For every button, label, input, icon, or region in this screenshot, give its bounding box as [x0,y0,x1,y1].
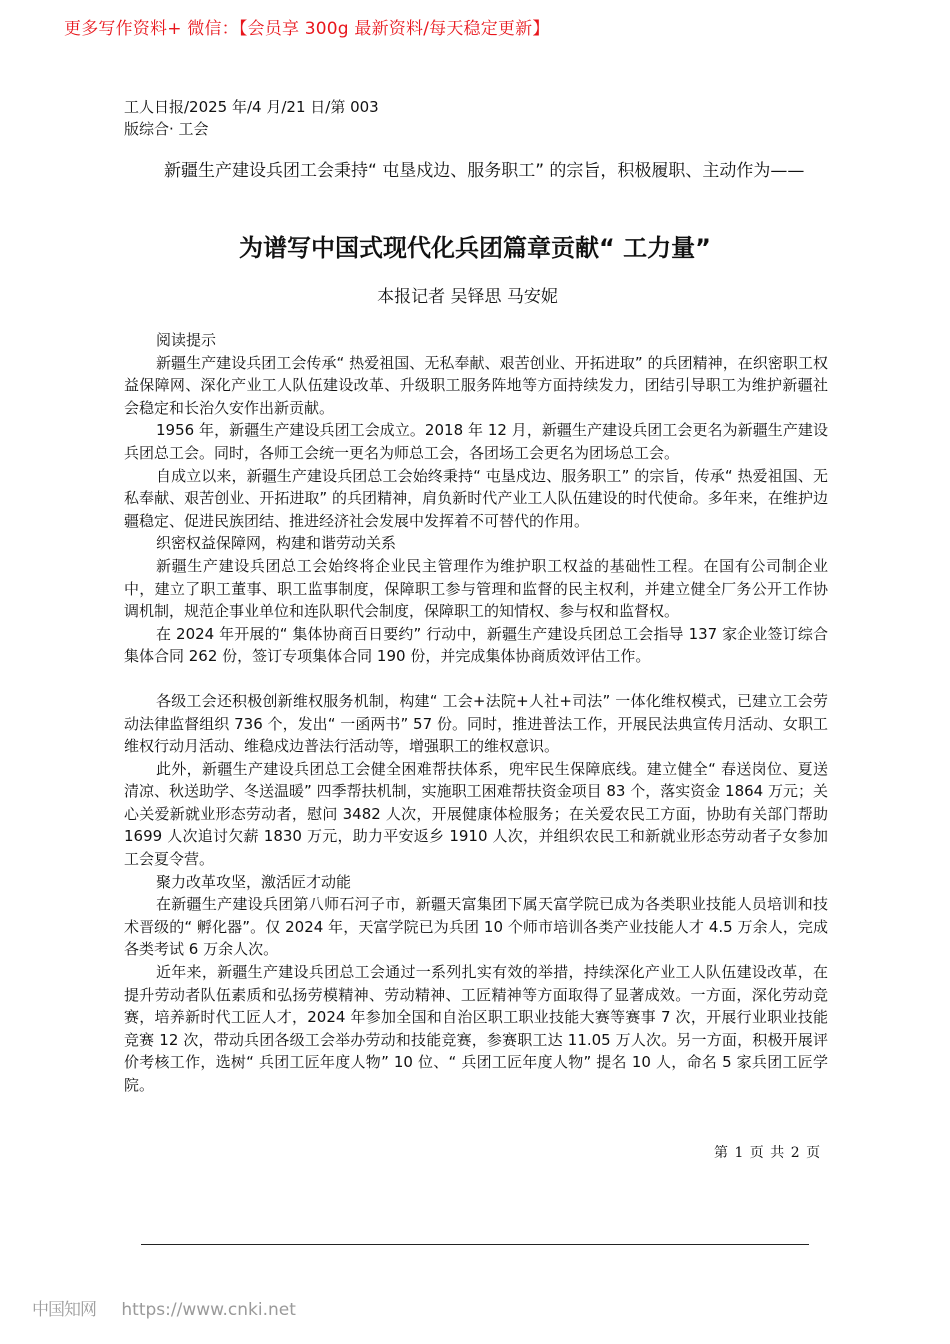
paragraph: 新疆生产建设兵团总工会始终将企业民主管理作为维护职工权益的基础性工程。在国有公司制企业中，建立了职工董事、职工监事制度，保障职工参与管理和监督的民主权利，并建立健全厂务公开工作协调机制，规范企事业单位和连队职代会制度，保障职工的知情权、参与权和监督权。 [124,556,828,621]
promo-banner: 更多写作资料+ 微信：【会员享 300g 最新资料/每天稳定更新】 [64,19,550,39]
paragraph: 各级工会还积极创新维权服务机制，构建“ 工会+法院+人社+司法” 一体化维权模式，已建立工会劳动法律监督组织 736 个，发出“ 一函两书” 57 份。同时，推进普法工作，开展民法典宣传月活动、女职工维权行动月活动、维稳戍边普法行活动等，增强职工的维权意识。 [124,691,828,756]
cnki-url[interactable]: https://www.cnki.net [121,1300,296,1320]
paragraph: 近年来，新疆生产建设兵团总工会通过一系列扎实有效的举措，持续深化产业工人队伍建设改革，在提升劳动者队伍素质和弘扬劳模精神、劳动精神、工匠精神等方面取得了显著成效。一方面，深化劳动竞赛，培养新时代工匠人才，2024 年参加全国和自治区职工职业技能大赛等赛事 7 次，开展行业职业技能竞赛 12 次，带动兵团各级工会举办劳动和技能竞赛，参赛职工达 11.05 万人次。另一方面，积极开展评价考核工作，选树“ 兵团工匠年度人物” 10 位、“ 兵团工匠年度人物” 提名 10 人，命名 5 家兵团工匠学院。 [124,963,828,1094]
footer-watermark [32,1295,296,1320]
source-line: 工人日报/2025 年/4 月/21 日/第 003 [124,98,379,116]
paragraph: 新疆生产建设兵团工会传承“ 热爱祖国、无私奉献、艰苦创业、开拓进取” 的兵团精神，在织密职工权益保障网、深化产业工人队伍建设改革、升级职工服务阵地等方面持续发力，团结引导职工为维护新疆社会稳定和长治久安作出新贡献。 [124,353,828,417]
footer-divider [141,1244,809,1245]
reading-tip-heading: 阅读提示 [156,331,217,349]
article-body [124,329,828,1097]
paragraph: 在新疆生产建设兵团第八师石河子市，新疆天富集团下属天富学院已成为各类职业技能人员培训和技术晋级的“ 孵化器”。仅 2024 年，天富学院已为兵团 10 个师市培训各类产业技能人才 4.5 万余人，完成各类考试 6 万余人次。 [124,895,828,959]
article-meta [124,96,379,140]
paragraph: 在 2024 年开展的“ 集体协商百日要约” 行动中，新疆生产建设兵团总工会指导 137 家企业签订综合集体合同 262 份，签订专项集体合同 190 份，并完成集体协商质效评估工作。 [124,624,828,666]
section-line: 版综合· 工会 [124,120,209,138]
cnki-brand: 中国知网 [32,1300,96,1320]
article-headline: 为谱写中国式现代化兵团篇章贡献“ 工力量” [239,234,711,262]
paragraph: 1956 年，新疆生产建设兵团工会成立。2018 年 12 月，新疆生产建设兵团工会更名为新疆生产建设兵团总工会。同时，各师工会统一更名为师总工会，各团场工会更名为团场总工会。 [124,421,828,462]
page-number: 第 1 页 共 2 页 [714,1145,822,1161]
section-heading: 织密权益保障网，构建和谐劳动关系 [156,534,397,553]
paragraph: 自成立以来，新疆生产建设兵团总工会始终秉持“ 屯垦戍边、服务职工” 的宗旨，传承“ 热爱祖国、无私奉献、艰苦创业、开拓进取” 的兵团精神，肩负新时代产业工人队伍建设的时代使命。多年来，在维护边疆稳定、促进民族团结、推进经济社会发展中发挥着不可替代的作用。 [124,466,828,530]
article-byline: 本报记者 吴铎思 马安妮 [377,287,558,307]
paragraph: 此外，新疆生产建设兵团总工会健全困难帮扶体系，兜牢民生保障底线。建立健全“ 春送岗位、夏送清凉、秋送助学、冬送温暖” 四季帮扶机制，实施职工困难帮扶资金项目 83 个，落实资金 1864 万元；关心关爱新就业形态劳动者，慰问 3482 人次，开展健康体检服务；在关爱农民工方面，协助有关部门帮助 1699 人次追讨欠薪 1830 万元，助力平安返乡 1910 人次，并组织农民工和新就业形态劳动者子女参加工会夏令营。 [124,759,828,869]
section-heading: 聚力改革攻坚，激活匠才动能 [156,872,352,891]
article-lead: 新疆生产建设兵团工会秉持“ 屯垦戍边、服务职工” 的宗旨，积极履职、主动作为—— [164,161,805,181]
